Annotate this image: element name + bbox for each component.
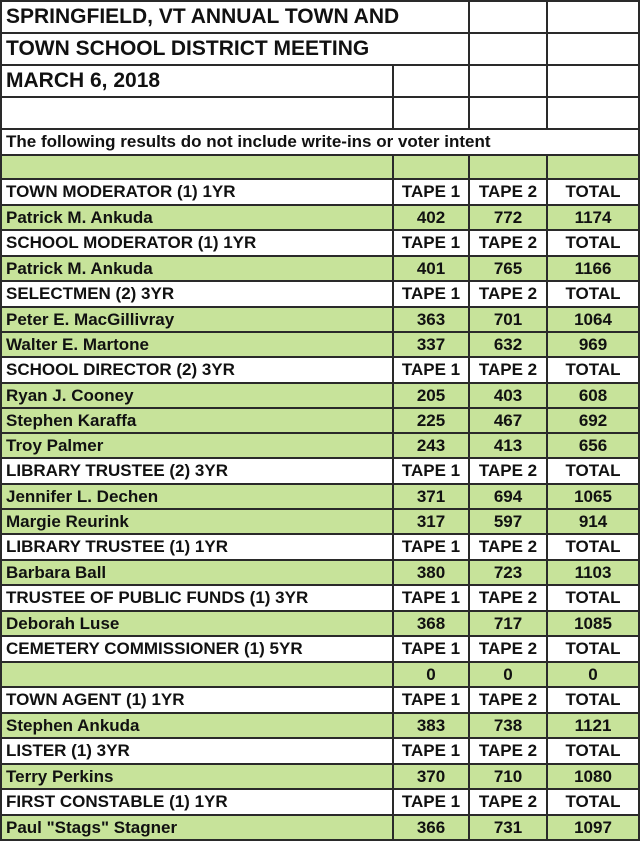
tape2-header: TAPE 2 <box>469 357 547 383</box>
office-title: TOWN AGENT (1) 1YR <box>1 687 393 713</box>
office-title: SCHOOL MODERATOR (1) 1YR <box>1 230 393 256</box>
office-title: CEMETERY COMMISSIONER (1) 5YR <box>1 636 393 662</box>
total-count: 608 <box>547 383 639 408</box>
total-count: 1174 <box>547 205 639 230</box>
spacer-cell <box>547 155 639 179</box>
total-header: TOTAL <box>547 585 639 611</box>
results-body <box>1 1 639 840</box>
office-title: SCHOOL DIRECTOR (2) 3YR <box>1 357 393 383</box>
blank-cell <box>547 33 639 65</box>
tape1-count: 401 <box>393 256 469 281</box>
tape1-count: 363 <box>393 307 469 332</box>
total-count: 1103 <box>547 560 639 585</box>
tape2-count: 723 <box>469 560 547 585</box>
total-header: TOTAL <box>547 738 639 764</box>
tape2-count: 701 <box>469 307 547 332</box>
total-count: 969 <box>547 332 639 357</box>
total-count: 1080 <box>547 764 639 789</box>
tape2-header: TAPE 2 <box>469 789 547 815</box>
candidate-name: Barbara Ball <box>1 560 393 585</box>
blank-cell <box>469 1 547 33</box>
tape1-header: TAPE 1 <box>393 534 469 560</box>
blank-cell <box>547 1 639 33</box>
tape1-count: 371 <box>393 484 469 509</box>
candidate-row <box>1 408 639 433</box>
tape1-count: 225 <box>393 408 469 433</box>
candidate-name: Patrick M. Ankuda <box>1 205 393 230</box>
tape1-count: 402 <box>393 205 469 230</box>
office-header-row <box>1 738 639 764</box>
candidate-row <box>1 662 639 687</box>
tape2-count: 710 <box>469 764 547 789</box>
spacer-cell <box>1 155 393 179</box>
office-header-row <box>1 281 639 307</box>
tape1-header: TAPE 1 <box>393 636 469 662</box>
office-header-row <box>1 230 639 256</box>
note-row <box>1 129 639 155</box>
tape1-header: TAPE 1 <box>393 789 469 815</box>
blank-cell <box>393 65 469 97</box>
tape2-count: 467 <box>469 408 547 433</box>
total-count: 656 <box>547 433 639 458</box>
tape2-header: TAPE 2 <box>469 534 547 560</box>
office-title: TOWN MODERATOR (1) 1YR <box>1 179 393 205</box>
candidate-row <box>1 509 639 534</box>
candidate-name: Deborah Luse <box>1 611 393 636</box>
tape1-header: TAPE 1 <box>393 585 469 611</box>
office-title: LISTER (1) 3YR <box>1 738 393 764</box>
header-row-2 <box>1 33 639 65</box>
tape2-header: TAPE 2 <box>469 230 547 256</box>
total-header: TOTAL <box>547 789 639 815</box>
blank-cell <box>393 97 469 129</box>
blank-cell <box>547 65 639 97</box>
tape2-count: 413 <box>469 433 547 458</box>
candidate-row <box>1 307 639 332</box>
total-header: TOTAL <box>547 179 639 205</box>
tape2-header: TAPE 2 <box>469 585 547 611</box>
tape1-count: 337 <box>393 332 469 357</box>
tape1-header: TAPE 1 <box>393 738 469 764</box>
blank-cell <box>1 97 393 129</box>
candidate-name: Ryan J. Cooney <box>1 383 393 408</box>
total-header: TOTAL <box>547 636 639 662</box>
tape2-count: 403 <box>469 383 547 408</box>
office-header-row <box>1 458 639 484</box>
tape2-count: 772 <box>469 205 547 230</box>
candidate-row <box>1 611 639 636</box>
tape1-count: 0 <box>393 662 469 687</box>
tape1-count: 370 <box>393 764 469 789</box>
tape2-count: 717 <box>469 611 547 636</box>
total-count: 1085 <box>547 611 639 636</box>
blank-cell <box>469 33 547 65</box>
candidate-row <box>1 484 639 509</box>
office-header-row <box>1 789 639 815</box>
candidate-name: Peter E. MacGillivray <box>1 307 393 332</box>
total-count: 914 <box>547 509 639 534</box>
total-count: 1166 <box>547 256 639 281</box>
tape2-header: TAPE 2 <box>469 179 547 205</box>
candidate-name <box>1 662 393 687</box>
tape1-count: 380 <box>393 560 469 585</box>
tape2-header: TAPE 2 <box>469 636 547 662</box>
total-header: TOTAL <box>547 534 639 560</box>
spacer-cell <box>469 155 547 179</box>
blank-cell <box>469 65 547 97</box>
header-row-1 <box>1 1 639 33</box>
candidate-row <box>1 256 639 281</box>
tape1-header: TAPE 1 <box>393 230 469 256</box>
office-title: LIBRARY TRUSTEE (2) 3YR <box>1 458 393 484</box>
tape1-count: 317 <box>393 509 469 534</box>
tape1-count: 383 <box>393 713 469 738</box>
header-row-4 <box>1 97 639 129</box>
candidate-name: Stephen Karaffa <box>1 408 393 433</box>
total-count: 1121 <box>547 713 639 738</box>
tape2-header: TAPE 2 <box>469 738 547 764</box>
office-title: FIRST CONSTABLE (1) 1YR <box>1 789 393 815</box>
office-title: LIBRARY TRUSTEE (1) 1YR <box>1 534 393 560</box>
candidate-name: Patrick M. Ankuda <box>1 256 393 281</box>
candidate-name: Walter E. Martone <box>1 332 393 357</box>
blank-cell <box>469 97 547 129</box>
tape2-header: TAPE 2 <box>469 458 547 484</box>
tape2-count: 0 <box>469 662 547 687</box>
header-line-1: SPRINGFIELD, VT ANNUAL TOWN AND <box>1 1 469 33</box>
tape2-count: 765 <box>469 256 547 281</box>
candidate-row <box>1 560 639 585</box>
tape1-count: 243 <box>393 433 469 458</box>
tape1-header: TAPE 1 <box>393 357 469 383</box>
tape1-header: TAPE 1 <box>393 687 469 713</box>
candidate-name: Jennifer L. Dechen <box>1 484 393 509</box>
tape2-header: TAPE 2 <box>469 281 547 307</box>
total-count: 692 <box>547 408 639 433</box>
candidate-name: Troy Palmer <box>1 433 393 458</box>
candidate-name: Margie Reurink <box>1 509 393 534</box>
header-line-2: TOWN SCHOOL DISTRICT MEETING <box>1 33 469 65</box>
header-row-3 <box>1 65 639 97</box>
total-count: 1097 <box>547 815 639 840</box>
office-title: TRUSTEE OF PUBLIC FUNDS (1) 3YR <box>1 585 393 611</box>
office-header-row <box>1 534 639 560</box>
total-header: TOTAL <box>547 281 639 307</box>
results-note: The following results do not include write-ins or voter intent <box>1 129 639 155</box>
total-header: TOTAL <box>547 230 639 256</box>
office-header-row <box>1 687 639 713</box>
candidate-row <box>1 332 639 357</box>
tape1-count: 366 <box>393 815 469 840</box>
tape2-count: 597 <box>469 509 547 534</box>
office-header-row <box>1 636 639 662</box>
candidate-row <box>1 713 639 738</box>
total-header: TOTAL <box>547 687 639 713</box>
total-count: 1065 <box>547 484 639 509</box>
total-count: 1064 <box>547 307 639 332</box>
total-header: TOTAL <box>547 458 639 484</box>
tape1-header: TAPE 1 <box>393 458 469 484</box>
office-header-row <box>1 585 639 611</box>
office-header-row <box>1 179 639 205</box>
candidate-row <box>1 205 639 230</box>
candidate-row <box>1 383 639 408</box>
header-line-3: MARCH 6, 2018 <box>1 65 393 97</box>
candidate-name: Terry Perkins <box>1 764 393 789</box>
candidate-name: Paul "Stags" Stagner <box>1 815 393 840</box>
office-title: SELECTMEN (2) 3YR <box>1 281 393 307</box>
tape2-count: 694 <box>469 484 547 509</box>
candidate-row <box>1 433 639 458</box>
office-header-row <box>1 357 639 383</box>
total-count: 0 <box>547 662 639 687</box>
tape2-header: TAPE 2 <box>469 687 547 713</box>
tape1-count: 205 <box>393 383 469 408</box>
candidate-row <box>1 764 639 789</box>
tape1-count: 368 <box>393 611 469 636</box>
tape2-count: 632 <box>469 332 547 357</box>
tape1-header: TAPE 1 <box>393 281 469 307</box>
total-header: TOTAL <box>547 357 639 383</box>
spacer-row <box>1 155 639 179</box>
spacer-cell <box>393 155 469 179</box>
candidate-row <box>1 815 639 840</box>
tape2-count: 731 <box>469 815 547 840</box>
blank-cell <box>547 97 639 129</box>
candidate-name: Stephen Ankuda <box>1 713 393 738</box>
tape2-count: 738 <box>469 713 547 738</box>
tape1-header: TAPE 1 <box>393 179 469 205</box>
